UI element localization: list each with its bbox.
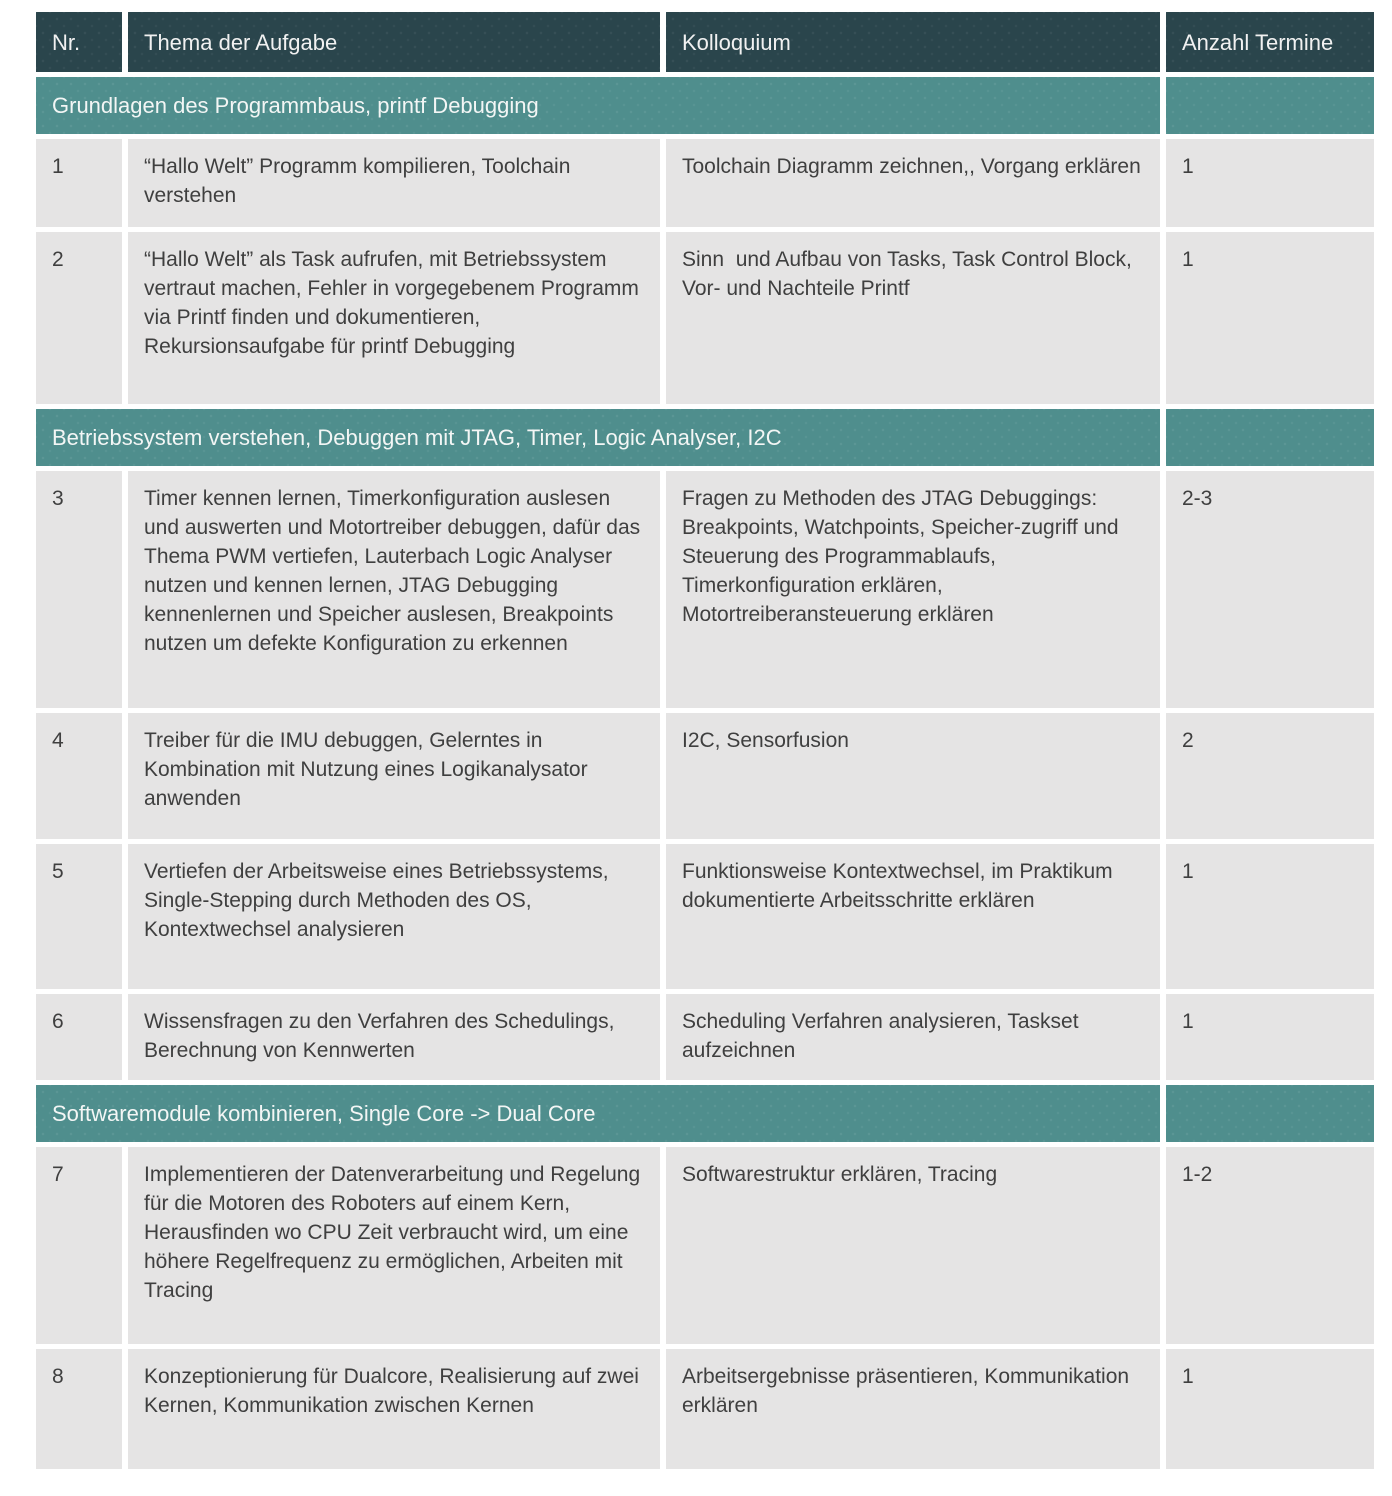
row-6-thema: Wissensfragen zu den Verfahren des Schedulings, Berechnung von Kennwerten [128, 994, 660, 1080]
row-7-kolloquium: Softwarestruktur erklären, Tracing [666, 1147, 1160, 1344]
row-3-nr: 3 [36, 471, 122, 708]
row-3-kolloquium: Fragen zu Methoden des JTAG Debuggings: Breakpoints, Watchpoints, Speicher-zugriff und Steuerung des Programmablaufs, Timerkonfiguration erklären, Motortreiberansteuerung erklären [666, 471, 1160, 708]
row-3-termine: 2-3 [1166, 471, 1374, 708]
section-header-betriebssystem-spacer [1166, 409, 1374, 466]
row-3-thema: Timer kennen lernen, Timerkonfiguration auslesen und auswerten und Motortreiber debuggen, dafür das Thema PWM vertiefen, Lauterbach Logic Analyser nutzen und kennen lernen, JTAG Debugging kennenlernen und Speicher auslesen, Breakpoints nutzen um defekte Konfiguration zu erkennen [128, 471, 660, 708]
row-2-nr: 2 [36, 232, 122, 404]
row-5-kolloquium: Funktionsweise Kontextwechsel, im Praktikum dokumentierte Arbeitsschritte erklären [666, 844, 1160, 989]
row-2-termine: 1 [1166, 232, 1374, 404]
column-header-thema: Thema der Aufgabe [128, 12, 660, 72]
row-2-kolloquium: Sinn und Aufbau von Tasks, Task Control Block, Vor- und Nachteile Printf [666, 232, 1160, 404]
row-5-nr: 5 [36, 844, 122, 989]
row-1-termine: 1 [1166, 139, 1374, 227]
row-4-kolloquium: I2C, Sensorfusion [666, 713, 1160, 839]
row-2-thema: “Hallo Welt” als Task aufrufen, mit Betriebssystem vertraut machen, Fehler in vorgegebenem Programm via Printf finden und dokumentieren, Rekursionsaufgabe für printf Debugging [128, 232, 660, 404]
row-4-nr: 4 [36, 713, 122, 839]
row-8-nr: 8 [36, 1349, 122, 1469]
row-8-kolloquium: Arbeitsergebnisse präsentieren, Kommunikation erklären [666, 1349, 1160, 1469]
row-7-thema: Implementieren der Datenverarbeitung und Regelung für die Motoren des Roboters auf einem Kern, Herausfinden wo CPU Zeit verbraucht wird, um eine höhere Regelfrequenz zu ermöglichen, Arbeiten mit Tracing [128, 1147, 660, 1344]
column-header-kolloquium: Kolloquium [666, 12, 1160, 72]
row-1-thema: “Hallo Welt” Programm kompilieren, Toolchain verstehen [128, 139, 660, 227]
section-header-grundlagen: Grundlagen des Programmbaus, printf Debugging [36, 77, 1160, 134]
row-6-nr: 6 [36, 994, 122, 1080]
row-1-nr: 1 [36, 139, 122, 227]
section-header-grundlagen-spacer [1166, 77, 1374, 134]
row-5-thema: Vertiefen der Arbeitsweise eines Betriebssystems, Single-Stepping durch Methoden des OS, Kontextwechsel analysieren [128, 844, 660, 989]
row-4-termine: 2 [1166, 713, 1374, 839]
section-header-softwaremodule-spacer [1166, 1085, 1374, 1142]
schedule-table [36, 12, 1374, 1469]
row-1-kolloquium: Toolchain Diagramm zeichnen,, Vorgang erklären [666, 139, 1160, 227]
row-5-termine: 1 [1166, 844, 1374, 989]
row-8-thema: Konzeptionierung für Dualcore, Realisierung auf zwei Kernen, Kommunikation zwischen Kernen [128, 1349, 660, 1469]
column-header-termine: Anzahl Termine [1166, 12, 1374, 72]
row-4-thema: Treiber für die IMU debuggen, Gelerntes in Kombination mit Nutzung eines Logikanalysator anwenden [128, 713, 660, 839]
row-6-kolloquium: Scheduling Verfahren analysieren, Taskset aufzeichnen [666, 994, 1160, 1080]
column-header-nr: Nr. [36, 12, 122, 72]
section-header-betriebssystem: Betriebssystem verstehen, Debuggen mit JTAG, Timer, Logic Analyser, I2C [36, 409, 1160, 466]
section-header-softwaremodule: Softwaremodule kombinieren, Single Core -> Dual Core [36, 1085, 1160, 1142]
row-7-termine: 1-2 [1166, 1147, 1374, 1344]
row-6-termine: 1 [1166, 994, 1374, 1080]
row-8-termine: 1 [1166, 1349, 1374, 1469]
row-7-nr: 7 [36, 1147, 122, 1344]
